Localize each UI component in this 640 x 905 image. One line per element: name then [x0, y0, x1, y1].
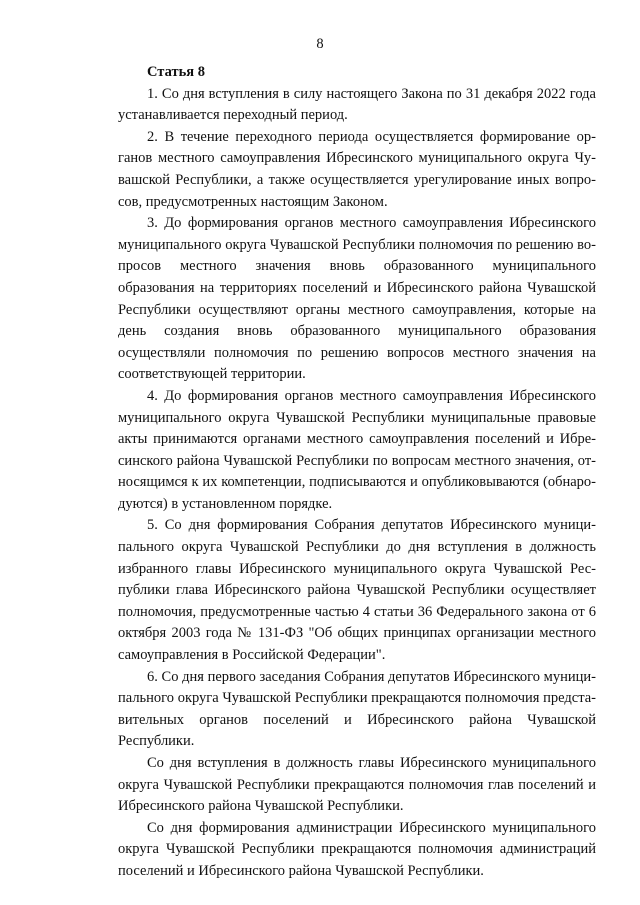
paragraph-1: 1. Со дня вступления в силу настоящего Закона по 31 декабря 2022 года устанавливается переходный период.: [118, 85, 596, 124]
paragraph-4: 4. До формирования органов местного самоуправления Ибресинского муниципального округа Чувашской Республики муниципальные правовые акты принимаются органами местного самоуправления поселений и Ибресинского района Чувашской Республики по вопросам местного значения, относящимся к их компетенции, подписываются и опубликовываются (обнародуются) в установленном порядке.: [118, 387, 596, 512]
paragraph-5: 5. Со дня формирования Собрания депутатов Ибресинского муниципального округа Чувашской Республики до дня вступления в должность избранного главы Ибресинского муниципального округа Чувашской Республики глава Ибресинского района Чувашской Республики осуществляет полномочия, предусмотренные частью 4 статьи 36 Федерального закона от 6 октября 2003 года № 131-ФЗ "Об общих принципах организации местного самоуправления в Российской Федерации".: [118, 517, 596, 664]
article-body: [118, 62, 596, 883]
paragraph-6: 6. Со дня первого заседания Собрания депутатов Ибресинского муниципального округа Чувашской Республики прекращаются полномочия представительных органов поселений и Ибресинского района Чувашской Республики.: [118, 668, 596, 750]
paragraph-8: Со дня формирования администрации Ибресинского муниципального округа Чувашской Республики прекращаются полномочия администраций поселений и Ибресинского района Чувашской Республики.: [118, 819, 596, 879]
paragraph-7: Со дня вступления в должность главы Ибресинского муниципального округа Чувашской Республики прекращаются полномочия глав поселений и Ибресинского района Чувашской Республики.: [118, 755, 596, 815]
page-number: 8: [316, 36, 324, 52]
paragraph-2: 2. В течение переходного периода осуществляется формирование органов местного самоуправления Ибресинского муниципального округа Чувашской Республики, а также осуществляется урегулирование иных вопросов, предусмотренных настоящим Законом.: [118, 128, 596, 210]
article-title: Статья 8: [147, 64, 205, 80]
paragraph-3: 3. До формирования органов местного самоуправления Ибресинского муниципального округа Чувашской Республики полномочия по решению вопросов местного значения вновь образованного муниципального образования на территориях поселений и Ибресинского района Чувашской Республики осуществляют органы местного самоуправления, которые на день создания вновь образованного муниципального образования осуществляли полномочия по решению вопросов местного значения на соответствующей территории.: [118, 215, 596, 383]
